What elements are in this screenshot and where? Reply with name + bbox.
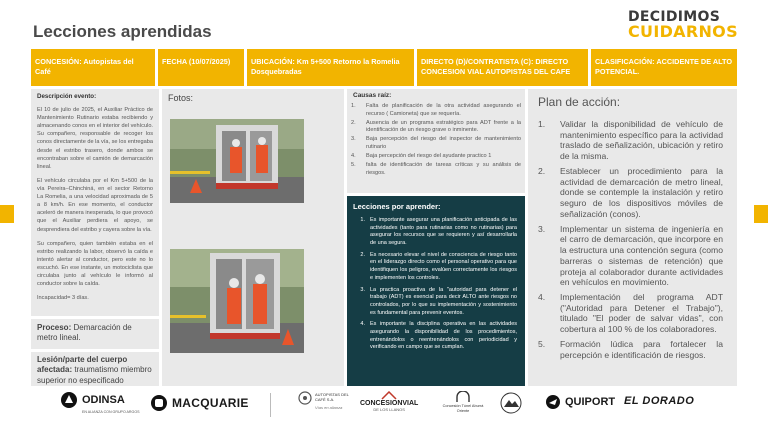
mountain-emblem-icon — [500, 392, 522, 414]
autopistas-mark-icon — [298, 391, 312, 405]
photo-2-illustration — [170, 249, 304, 353]
concesion-vial-llanos-logo: CONCESIONVIAL DE LOS LLANOS — [360, 391, 418, 412]
accident-photo-2 — [170, 249, 304, 353]
quiport-logo: QUIPORT — [545, 394, 615, 410]
injury-panel — [31, 352, 159, 386]
page-title: Lecciones aprendidas — [33, 22, 212, 41]
process-panel — [31, 319, 159, 349]
photos-title: Fotos: — [168, 93, 194, 103]
causes-list — [351, 103, 521, 177]
process-label: Proceso: — [37, 323, 72, 332]
process-value: Demarcación de metro lineal. — [37, 323, 132, 343]
description-panel — [31, 89, 159, 316]
cause-item: 1. Falta de planificación de la otra actividad asegurando el recurso ( Camioneta) que se requería. — [351, 103, 521, 117]
injury-label: Lesión/parte del cuerpo afectada: — [37, 355, 128, 375]
lesson-item: 1. Es importante asegurar una planificación anticipada de las actividades (tanto para rutinarias como no rutinarias) para asegurar los recursos que se requieren y así desarrollarla de una segura. — [360, 217, 517, 247]
lessons-list — [347, 217, 525, 352]
action-plan-title: Plan de acción: — [538, 95, 621, 109]
tunel-aburra-oriente-logo: Concesión Túnel Aburrá Oriente — [440, 391, 486, 413]
lessons-panel — [347, 196, 525, 386]
description-paragraph-1: El 10 de julio de 2025, el Auxiliar Práctico de Mantenimiento Rutinario estaba recibiendo y almacenando conos en el interior del vehículo. Su compañero, responsable de recoger los conos directamente de la vía, se los entregaba desde el estribo trasero, donde ambos se encontraban sobre el camión de demarcación lineal. — [37, 107, 153, 170]
plan-item: 5. Formación lúdica para fortalecer la percepción e identificación de riesgos. — [538, 338, 723, 360]
odinsa-logo: ODINSA EN ALIANZA CON GRUPO ARGOS — [60, 391, 140, 414]
cause-item: 2. Ausencia de un programa estratégico para ADT frente a la identificación de un riesgo grave o inminente. — [351, 119, 521, 134]
clasificacion-cell: CLASIFICACIÓN: ACCIDENTE DE ALTO POTENCIAL. — [591, 49, 737, 86]
odinsa-mark-icon — [60, 391, 78, 409]
action-plan-panel — [528, 89, 737, 386]
plan-item: 1. Validar la disponibilidad de vehículo de mantenimiento específico para la actividad traslado de señalización, ubicación y retiro de la misma. — [538, 119, 723, 162]
left-accent-marker — [0, 205, 14, 223]
description-paragraph-3: Su compañero, quien también estaba en el estribo realizando la labor, observó la caída e intentó alertar al conductor, pero este no lo escuchó. En ese instante, un motociclista que circulaba junto al vehículo le informó al conductor sobre la caída. — [37, 240, 153, 288]
event-header — [31, 49, 737, 86]
cause-item: 4. Baja percepción del riesgo del ayudante practico 1 — [351, 152, 492, 159]
lesson-item: 3. La practica proactiva de la "autoridad para detener el trabajo (ADT) es esencial para decir ALTO ante riesgos no controlados, por lo que su implementación y sostenimiento es fundamental para prevenir eventos. — [360, 286, 517, 316]
directo-contratista-cell: DIRECTO (D)/CONTRATISTA (C): DIRECTO CONCESION VIAL AUTOPISTAS DEL CAFE — [417, 49, 588, 86]
cause-item: 5. falta de identificación de tareas críticas y su análisis de riesgos. — [351, 161, 521, 176]
mountain-emblem-logo — [500, 392, 522, 414]
plan-item: 2. Establecer un procedimiento para la actividad de demarcación de metro lineal, donde se contemple la instalación y retiro seguro de los dispositivos móviles de señalización (conos). — [538, 165, 723, 219]
macquarie-logo: MACQUARIE — [150, 394, 249, 412]
logo-divider — [270, 393, 271, 417]
quiport-mark-icon — [545, 394, 561, 410]
fecha-cell: FECHA (10/07/2025) — [158, 49, 244, 86]
plan-item: 4. Implementación del programa ADT ("Autoridad para Detener el Trabajo"), titulado "El poder de salvar vidas", con cobertura al 100 % de los colaboradores. — [538, 292, 723, 335]
process-text — [37, 323, 153, 344]
eldorado-logo: EL DORADO — [624, 395, 695, 407]
photos-panel — [162, 89, 344, 386]
cause-item: 3. Baja percepción del riesgo del inspector de mantenimiento rutinario — [351, 136, 521, 151]
causes-panel — [347, 89, 525, 193]
brand-line-1: DECIDIMOS — [628, 9, 721, 25]
lesson-item: 4. Es importante la disciplina operativa en las actividades asegurando la disponibilidad de los procedimientos, entrenándolos o reentrenándolos con periodicidad y verificando en campo que se cumplan. — [360, 321, 517, 351]
concesion-cell: CONCESIÓN: Autopistas del Café — [31, 49, 155, 86]
photo-1-illustration — [170, 119, 304, 203]
lesson-item: 2. Es necesario elevar el nivel de consciencia de riesgo tanto en el liderazgo directo como el personal operativo para que identifiquen los peligros, evalúen correctamente los riesgos e implementen los controles. — [360, 251, 517, 281]
lessons-title: Lecciones por aprender: — [353, 202, 441, 211]
injury-value: traumatismo miembro superior no especificado — [37, 365, 152, 385]
accident-photo-1 — [170, 119, 304, 203]
plan-item: 3. Implementar un sistema de ingeniería en el carro de demarcación, que incorpore en la estructura una contención segura (como barreras o sistemas de retención) que proteja al colaborador durante actividades en vehículos en movimiento. — [538, 223, 723, 288]
autopistas-del-cafe-logo: AUTOPISTAS DEL CAFÉ S.A. Vías en alianza — [298, 391, 349, 410]
injury-text — [37, 355, 153, 386]
ubicacion-cell: UBICACIÓN: Km 5+500 Retorno la Romelia Dosquebradas — [247, 49, 414, 86]
tunnel-mark-icon — [456, 391, 470, 403]
description-paragraph-2: El vehículo circulaba por el Km 5+500 de la vía Pereira–Chinchiná, en el sector Retorno La Romelia, a una velocidad aproximada de 5 a 8 km/h. En ese momento, el conductor aceleró de manera inesperada, lo que provocó que el Auxiliar perdiera el apoyo, se desprendiera del estribo y cayera sobre la vía. — [37, 177, 153, 233]
description-title: Descripción evento: — [37, 93, 97, 100]
action-plan-list — [532, 119, 733, 360]
incapacity-text: Incapacidad= 3 días. — [37, 295, 89, 302]
macquarie-mark-icon — [150, 394, 168, 412]
right-accent-marker — [754, 205, 768, 223]
brand-line-2: CUIDARNOS — [628, 22, 738, 41]
brand-logo — [628, 10, 738, 40]
causes-title: Causas raíz: — [353, 92, 392, 99]
concesion-vial-mark-icon — [381, 391, 397, 400]
